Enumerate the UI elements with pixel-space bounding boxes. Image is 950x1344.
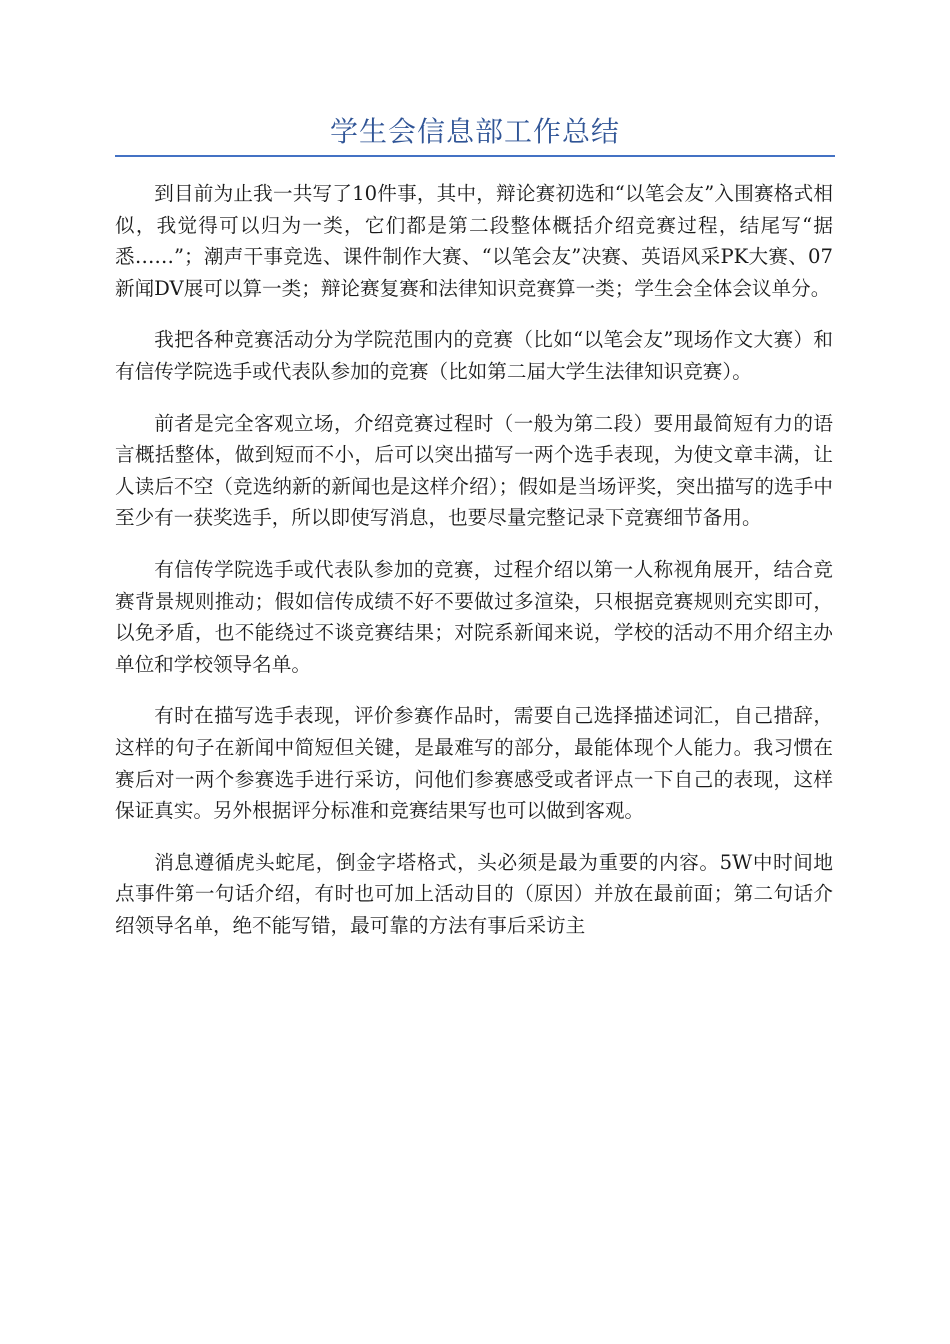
paragraph-3: 前者是完全客观立场，介绍竞赛过程时（一般为第二段）要用最简短有力的语言概括整体，做到短而不小，后可以突出描写一两个选手表现，为使文章丰满，让人读后不空（竞选纳新的新闻也是这样介绍）；假如是当场评奖，突出描写的选手中至少有一获奖选手，所以即使写消息，也要尽量完整记录下竞赛细节备用。 bbox=[115, 411, 833, 530]
title-underline bbox=[115, 155, 835, 157]
paragraph-2: 我把各种竞赛活动分为学院范围内的竞赛（比如“以笔会友”现场作文大赛）和有信传学院选手或代表队参加的竞赛（比如第二届大学生法律知识竞赛）。 bbox=[115, 328, 833, 383]
document-title: 学生会信息部工作总结 bbox=[329, 115, 620, 148]
paragraph-1: 到目前为止我一共写了10件事，其中，辩论赛初选和“以笔会友”入围赛格式相似，我觉得可以归为一类，它们都是第二段整体概括介绍竞赛过程，结尾写“据悉……”；潮声干事竞选、课件制作大赛、“以笔会友”决赛、英语风采PK大赛、07新闻DV展可以算一类；辩论赛复赛和法律知识竞赛算一类；学生会全体会议单分。 bbox=[115, 182, 833, 300]
title-block bbox=[115, 110, 835, 154]
paragraph-5: 有时在描写选手表现，评价参赛作品时，需要自己选择描述词汇，自己措辞，这样的句子在新闻中简短但关键，是最难写的部分，最能体现个人能力。我习惯在赛后对一两个参赛选手进行采访，问他们参赛感受或者评点一下自己的表现，这样保证真实。另外根据评分标准和竞赛结果写也可以做到客观。 bbox=[115, 704, 833, 823]
paragraph-4: 有信传学院选手或代表队参加的竞赛，过程介绍以第一人称视角展开，结合竞赛背景规则推动；假如信传成绩不好不要做过多渲染，只根据竞赛规则充实即可，以免矛盾，也不能绕过不谈竞赛结果；对院系新闻来说，学校的活动不用介绍主办单位和学校领导名单。 bbox=[115, 557, 833, 676]
paragraph-6: 消息遵循虎头蛇尾，倒金字塔格式，头必须是最为重要的内容。5W中时间地点事件第一句话介绍，有时也可加上活动目的（原因）并放在最前面；第二句话介绍领导名单，绝不能写错，最可靠的方法有事后采访主 bbox=[115, 850, 833, 937]
document-body bbox=[115, 178, 833, 961]
